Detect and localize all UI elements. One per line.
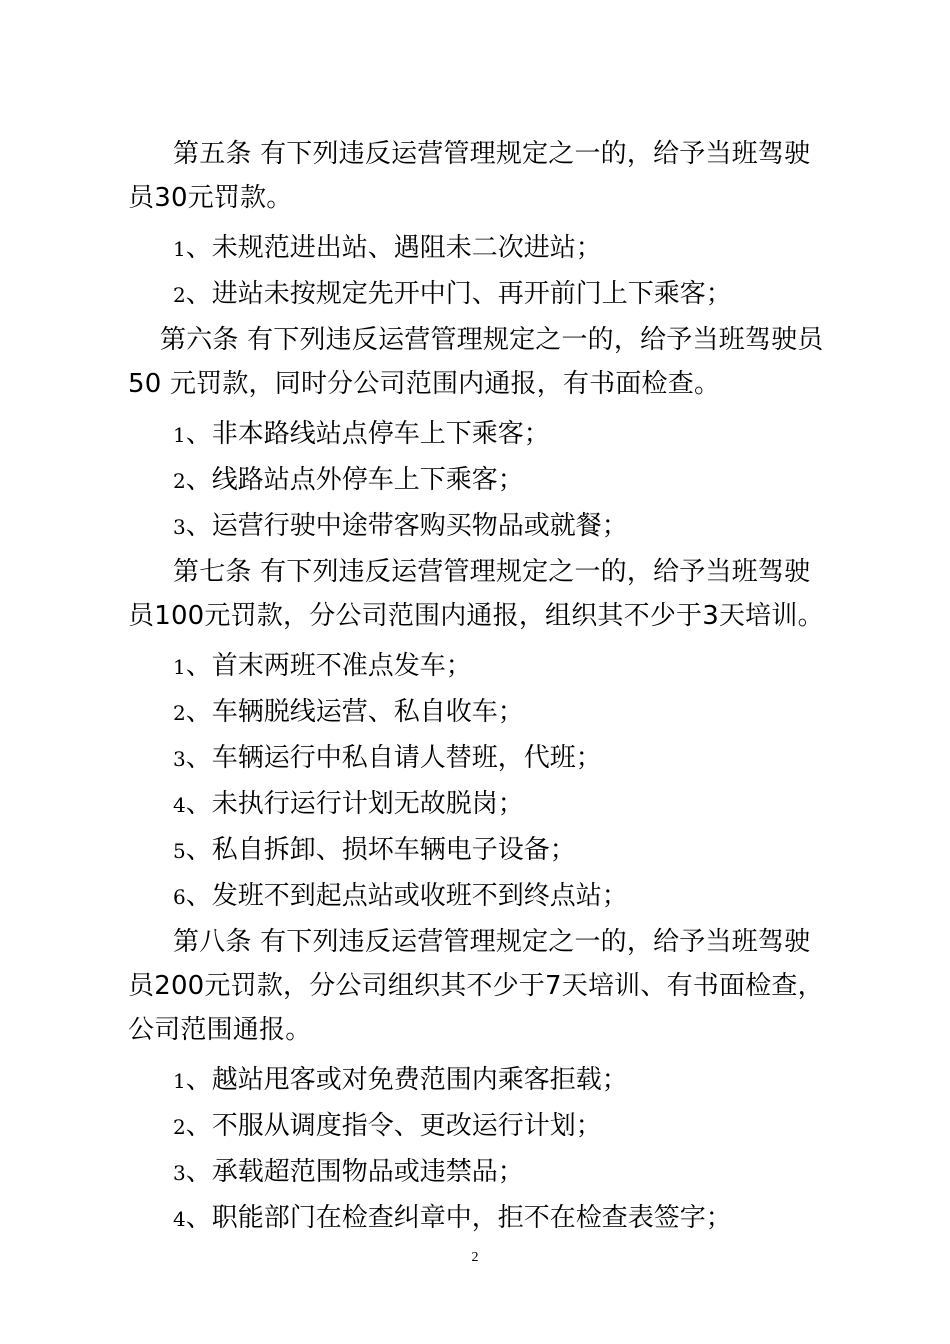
item-text: 、进站未按规定先开中门、再开前门上下乘客； [185,279,732,309]
item-text: 、车辆运行中私自请人替班，代班； [185,743,602,773]
list-item [128,412,828,458]
list-item [128,1196,828,1242]
article-6 [128,318,828,550]
list-item [128,1104,828,1150]
item-text: 、越站甩客或对免费范围内乘客拒载； [185,1065,628,1095]
item-number: 1 [173,423,186,447]
item-number: 2 [173,1115,186,1139]
item-number: 3 [173,747,186,771]
list-item [128,226,828,272]
item-number: 2 [173,469,186,493]
document-page [128,132,828,1242]
item-number: 4 [173,1207,186,1231]
list-item [128,272,828,318]
item-text: 、车辆脱线运营、私自收车； [185,697,524,727]
list-item [128,874,828,920]
item-text: 、发班不到起点站或收班不到终点站； [185,881,628,911]
list-item [128,1150,828,1196]
item-text: 、未执行运行计划无故脱岗； [185,789,524,819]
item-number: 2 [173,283,186,307]
item-text: 、非本路线站点停车上下乘客； [185,419,550,449]
list-item [128,690,828,736]
item-text: 、私自拆卸、损坏车辆电子设备； [185,835,576,865]
item-text: 、运营行驶中途带客购买物品或就餐； [185,511,628,541]
article-7 [128,550,828,920]
item-number: 1 [173,237,186,261]
page-number: 2 [471,1250,479,1265]
list-item [128,644,828,690]
list-item [128,736,828,782]
item-number: 3 [173,1161,186,1185]
item-number: 1 [173,1069,186,1093]
list-item [128,458,828,504]
item-number: 5 [173,839,186,863]
list-item [128,828,828,874]
item-text: 、线路站点外停车上下乘客； [185,465,524,495]
item-number: 3 [173,515,186,539]
article-text: 第六条 有下列违反运营管理规定之一的，给予当班驾驶员50 元罚款，同时分公司范围内通报，有书面检查。 [128,325,824,399]
item-text: 、未规范进出站、遇阻未二次进站； [185,233,602,263]
list-item [128,504,828,550]
article-text: 第五条 有下列违反运营管理规定之一的，给予当班驾驶员30元罚款。 [128,139,811,213]
item-text: 、不服从调度指令、更改运行计划； [185,1111,602,1141]
item-text: 、承载超范围物品或违禁品； [185,1157,524,1187]
article-text: 第八条 有下列违反运营管理规定之一的，给予当班驾驶员200元罚款，分公司组织其不少于7天培训、有书面检查，公司范围通报。 [128,927,824,1045]
list-item [128,782,828,828]
item-text: 、首末两班不准点发车； [185,651,472,681]
item-number: 2 [173,701,186,725]
item-number: 1 [173,655,186,679]
article-text: 第七条 有下列违反运营管理规定之一的，给予当班驾驶员100元罚款，分公司范围内通报，组织其不少于3天培训。 [128,557,824,631]
item-text: 、职能部门在检查纠章中，拒不在检查表签字； [185,1203,732,1233]
list-item [128,1058,828,1104]
item-number: 6 [173,885,186,909]
article-8 [128,920,828,1242]
article-5 [128,132,828,318]
item-number: 4 [173,793,186,817]
